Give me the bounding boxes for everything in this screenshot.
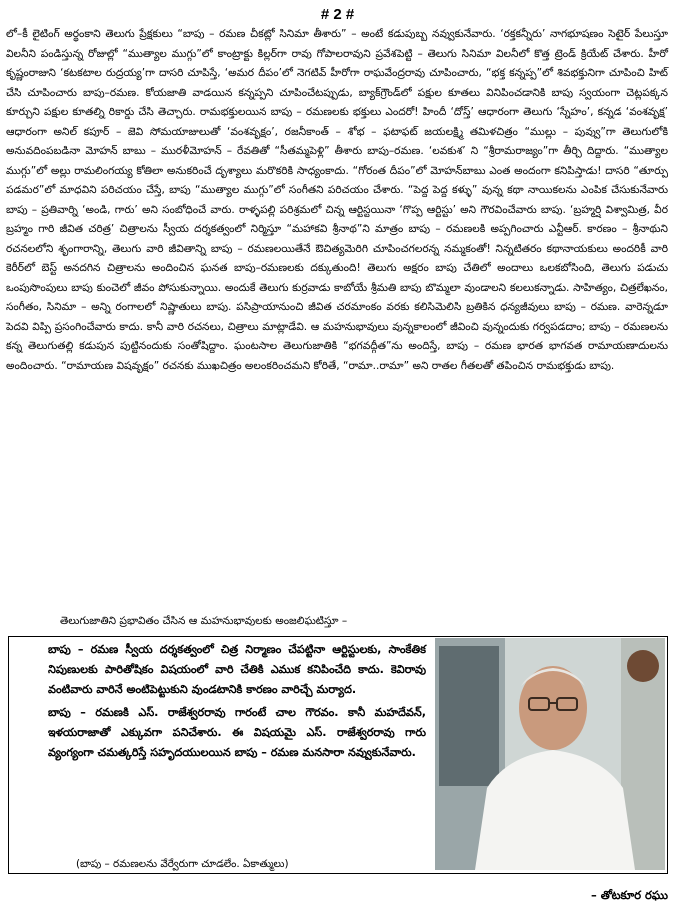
portrait-photo [435,638,665,870]
bystander-head [627,650,659,682]
portrait-illustration [435,638,665,870]
page-number-marker: # 2 # [320,6,355,23]
boxed-paragraph-1: బాపు – రమణ స్వీయ దర్శకత్వంలో చిత్ర నిర్మాణం చేపట్టినా ఆర్టిస్టులకు, సాంకేతిక నిపుణులకు పారితోషికం విషయంలో వారి చేతికి ఎముక కనిపించేది కాదు. కెవిరావు వంటివారు వారినే అంటిపెట్టుకుని వుండటానికి కారణం వారిచ్చే మర్యాద. [48,643,426,696]
boxed-section-note: (బాపు – రమణలను వేర్వేరుగా చూడలేం. ఏకాత్ములు) [76,858,289,870]
boxed-paragraph-2: బాపు – రమణకి ఎస్. రాజేశ్వరరావు గారంటే చాల గౌరవం. కానీ మహదేవన్, ఇళయరాజాతో ఎక్కువగా పనిచేశారు. ఈ విషయమై ఎస్. రాజేశ్వరరావు గారు వ్యంగ్యంగా చమత్కరిస్తే సహృదయులయిన బాపు – రమణ మనసారా నవ్వుకునేవారు. [48,706,426,759]
tribute-line: తెలుగుజాతిని ప్రభావితం చేసిన ఆ మహనుభావులకు అంజలిఘటిస్తూ – [60,615,348,627]
boxed-section-text [48,640,426,767]
author-byline: – తోటకూర రఘు [591,888,668,902]
car-glass [439,646,499,786]
article-body: లో–కీ లైటింగ్ అర్థంకాని తెలుగు ప్రేక్షకులు “బాపు – రమణ చీకట్లో సినిమా తీశారు” – అంటే కడుపుబ్బ నవ్వుకునేవారు. ‘రక్తకన్నీరు’ నాగభూషణం సెటైర్ పేలుస్తూ విలనీని పండిస్తున్న రోజుల్లో “ముత్యాల ముగ్గు”లో కాంట్రాక్టు కిల్లర్‌గా రావు గోపాలరావుని ప్రవేశపెట్టి – తెలుగు సినిమా విలనీలో కొత్త ట్రెండ్ క్రియేట్ చేశారు. హీరో కృష్ణంరాజుని ‘కటకటాల రుద్రయ్య’గా దాసరి చూపిస్తే, ‘అమర దీపం’లో నెగటివ్ హీరోగా రాఘవేంద్రరావు చూపించారు, “భక్త కన్నప్ప”లో శివభక్తునిగా చూపించి హిట్ చేసి చూపించారు బాపు–రమణ. కోయజాతి వాడయిన కన్నప్పని చూపించేటప్పుడు, బ్యాక్‌గ్రౌండ్‌లో పక్షుల కూతలు వినిపించడానికి బాపు స్వయంగా చెట్లపక్కన కూర్చుని పక్షుల కూతల్ని రికార్డు చేసి తెచ్చారు. రామభక్తులయిన బాపు – రమణలకు భక్తులు ఎందరో! హిందీ ‘దోస్త్’ ఆధారంగా తెలుగు ‘స్నేహం’, కన్నడ ‘వంశవృక్ష’ ఆధారంగా అనిల్ కపూర్ – జెవి సోమయాజులుతో ‘వంశవృక్షం’, రజనీకాంత్ – శోభ – ఫటాఫట్ జయలక్ష్మి తమిళచిత్రం “ముల్లు – పువ్వు”గా తెలుగులోకి అనువదింపబడినా మోహన్ బాబు – మురళీమోహన్ – రేవతితో “సీతమ్మపెళ్లి” తీశారు బాపు–రమణ. ‘లవకుశ’ ని “శ్రీరామరాజ్యం”గా తీర్చి దిద్దారు. “ముత్యాల ముగ్గు”లో అల్లు రామలింగయ్య కోతిలా అనుకరించే దృశ్యాలు మరొకరికి సాధ్యంకాదు. “గోరంత దీపం”లో మోహన్‌బాబు ఎంత అందంగా కనిపిస్తాడు! దాసరి “తూర్పు పడమర”లో మాధవిని పరిచయం చేస్తే, బాపు “ముత్యాల ముగ్గు”లో సంగీతని పరిచయం చేశారు. “పెద్ద పెద్ద కళ్ళు” వున్న కథా నాయికలను ఎంపిక చేసుకునేవారు బాపు – ప్రతివార్ని ‘అండి, గారు’ అని సంబోధించే వారు. రాళ్ళపల్లి పరిశ్రమలో చిన్న ఆర్టిస్టయినా ‘గొప్ప ఆర్టిస్టు’ అని గౌరవించేవారు బాపు. ‘బ్రహ్మర్షి విశ్వామిత్ర, వీర బ్రహ్మం గారి జీవిత చరిత్ర’ చిత్రాలను స్వీయ దర్శకత్వంలో నిర్మిస్తూ “మహాకవి శ్రీనాథ”ని మాత్రం బాపు – రమణలకి అప్పగించారు ఎన్టీఆర్. కారణం – శ్రీనాథుని రచనలలోని శృంగారాన్ని, తెలుగు వారి జీవితాన్ని బాపు – రమణలయితేనే ఔచిత్యమెరిగి చూపించగలరన్న నమ్మకంతో! నిన్నటితరం కథానాయకులు అందరికీ వారి కెరీర్‌లో బెస్ట్ అనదగిన చిత్రాలను అందించిన ఘనత బాపు–రమణలకు దక్కుతుంది! తెలుగు అక్షరం బాపు చేతిలో అందాలు ఒలకబోసింది, తెలుగు పడుచు ఒంపుసొంపులు బాపు కుంచెలో జీవం పోసుకున్నాయి. అందుకే తెలుగు కుర్రవాడు కాబోయే శ్రీమతి బాపు బొమ్మలా వుండాలని కలలుకన్నాడు. సాహిత్యం, చిత్రలేఖనం, సంగీతం, సినిమా – అన్ని రంగాలలో నిష్ణాతులు బాపు. పసిప్రాయానుంచి జీవిత చరమాంకం వరకు కలిసిమెలిసి బ్రతికిన ధన్యజీవులు బాపు – రమణ. వారెన్నడూ పెదవి విప్పి ప్రసంగించేవారు కాదు. కానీ వారి రచనలు, చిత్రాలు మాట్లాడేవి. ఆ మహనుభావులు వున్నకాలంలో జీవించి వున్నందుకు గర్వపడదాం; బాపు – రమణలను కన్న తెలుగుతల్లి కడుపున పుట్టినందుకు సంతోషిద్దాం. ఘంటసాల తెలుగుజాతికి “భగవద్గీత”ను అందిస్తే, బాపు – రమణ భారత భాగవత రామాయణాదులను అందించారు. “రామాయణ విషవృక్షం” రచనకు ముఖచిత్రం అలంకరించమని కోరితే, “రామా..రామా” అని రాతల గీతలతో తపించిన రామభక్తుడు బాపు. [6,28,668,372]
